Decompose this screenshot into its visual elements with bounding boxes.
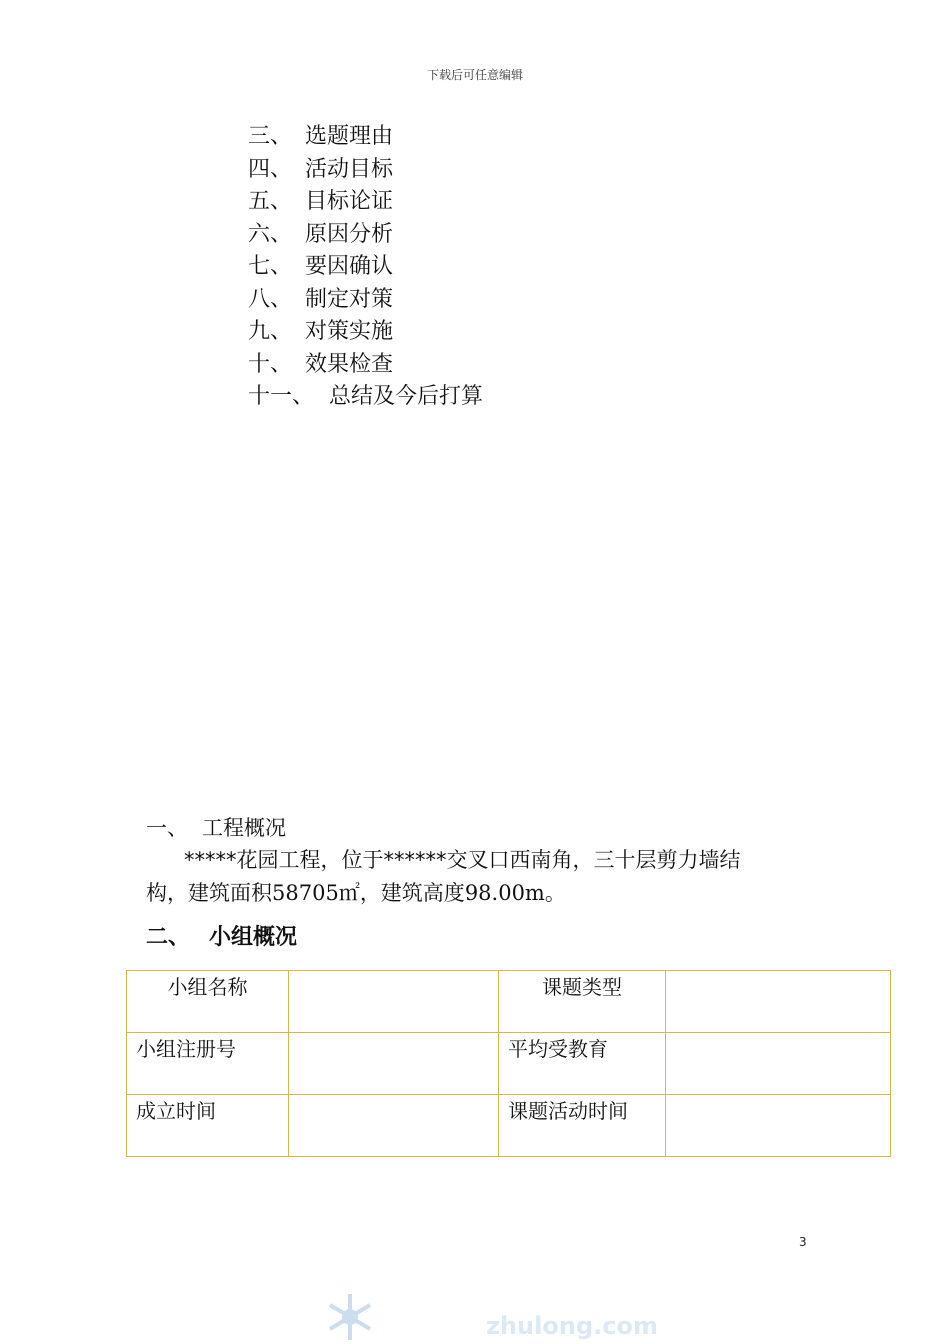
section-title: 小组概况 (209, 925, 298, 950)
toc-item (248, 381, 483, 414)
table-value-cell (289, 971, 499, 1033)
table-value-cell (666, 971, 891, 1033)
table-label-cell: 课题活动时间 (499, 1095, 666, 1157)
table-label-cell: 成立时间 (127, 1095, 289, 1157)
section-number: 一、 (146, 816, 188, 840)
table-label-cell: 平均受教育 (499, 1033, 666, 1095)
table-value-cell (666, 1033, 891, 1095)
page-number: 3 (799, 1235, 807, 1249)
toc-item (248, 316, 483, 349)
paragraph-line: *****花园工程，位于******交叉口西南角，三十层剪力墙结 (184, 848, 741, 872)
building-area-value: 58705㎡ (272, 881, 360, 905)
section-heading-project-overview (146, 812, 286, 842)
toc-item (248, 154, 483, 187)
toc-item-number: 六、 (248, 221, 293, 247)
text-span: 构，建筑面积 (146, 881, 272, 905)
section-heading-group-overview (146, 920, 297, 951)
table-value-cell (289, 1033, 499, 1095)
table-of-contents (248, 121, 483, 414)
toc-item (248, 251, 483, 284)
text-span: 。 (544, 881, 566, 905)
group-info-table (126, 970, 891, 1157)
table-label-cell: 小组名称 (127, 971, 289, 1033)
snowflake-logo-icon (320, 1290, 380, 1344)
toc-item-title: 目标论证 (305, 189, 394, 214)
watermark (320, 1290, 700, 1344)
table-row (127, 971, 891, 1033)
toc-item-title: 总结及今后打算 (329, 384, 484, 409)
toc-item-title: 制定对策 (305, 286, 394, 312)
table-row (127, 1095, 891, 1157)
toc-item (248, 349, 483, 382)
toc-item-number: 四、 (248, 156, 293, 182)
toc-item-number: 九、 (248, 319, 293, 344)
toc-item-title: 选题理由 (305, 124, 394, 149)
building-height-value: 98.00m (464, 881, 545, 905)
toc-item-title: 活动目标 (305, 156, 394, 182)
toc-item-number: 十一、 (248, 384, 315, 409)
toc-item (248, 284, 483, 317)
project-overview-paragraph (146, 844, 826, 910)
toc-item-number: 五、 (248, 189, 293, 214)
toc-item-number: 十、 (248, 351, 293, 377)
table-value-cell (666, 1095, 891, 1157)
section-title: 工程概况 (202, 816, 286, 840)
toc-item-title: 对策实施 (305, 319, 394, 344)
table-label-cell: 小组注册号 (127, 1033, 289, 1095)
text-span: ，建筑高度 (359, 881, 465, 905)
toc-item-number: 七、 (248, 254, 293, 279)
page-header: 下载后可任意编辑 (426, 68, 523, 82)
paragraph-line (146, 877, 826, 910)
table-row (127, 1033, 891, 1095)
toc-item-title: 原因分析 (305, 221, 394, 247)
watermark-text: zhulong.com (486, 1312, 658, 1340)
toc-item-number: 三、 (248, 124, 293, 149)
toc-item-number: 八、 (248, 286, 293, 312)
toc-item (248, 186, 483, 219)
toc-item-title: 要因确认 (305, 254, 394, 279)
table-label-cell: 课题类型 (499, 971, 666, 1033)
table-value-cell (289, 1095, 499, 1157)
toc-item (248, 121, 483, 154)
section-number: 二、 (146, 925, 191, 950)
toc-item (248, 219, 483, 252)
toc-item-title: 效果检查 (305, 351, 394, 377)
